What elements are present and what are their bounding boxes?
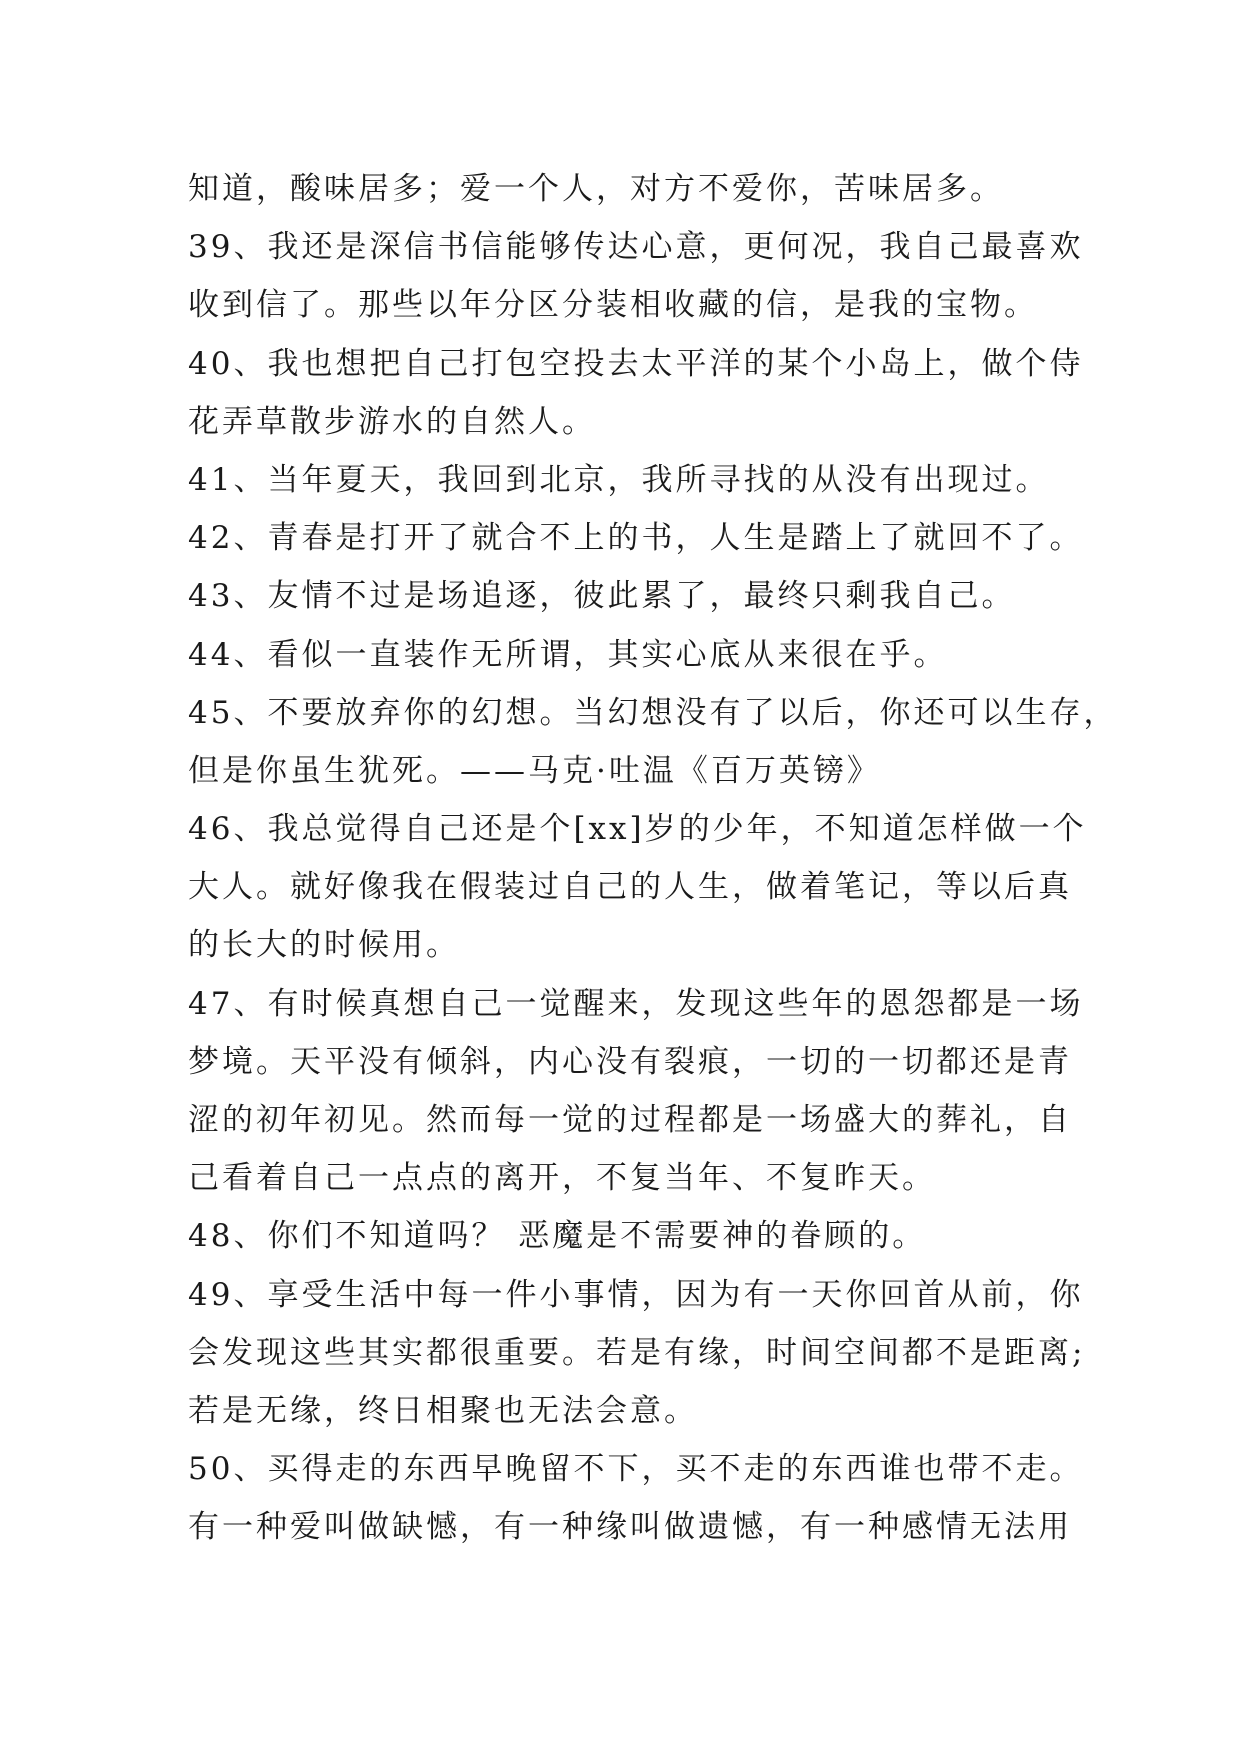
text-line: 46、我总觉得自己还是个[xx]岁的少年，不知道怎样做一个 <box>188 811 1087 848</box>
text-line: 大人。就好像我在假装过自己的人生，做着笔记，等以后真 <box>188 869 1072 906</box>
text-line: 42、青春是打开了就合不上的书，人生是踏上了就回不了。 <box>188 520 1084 557</box>
text-line: 梦境。天平没有倾斜，内心没有裂痕，一切的一切都还是青 <box>188 1043 1072 1080</box>
text-line: 花弄草散步游水的自然人。 <box>188 403 596 440</box>
text-line: 44、看似一直装作无所谓，其实心底从来很在乎。 <box>188 636 948 673</box>
text-line: 涩的初年初见。然而每一觉的过程都是一场盛大的葬礼，自 <box>188 1102 1072 1138</box>
text-line: 47、有时候真想自己一觉醒来，发现这些年的恩怨都是一场 <box>188 985 1084 1022</box>
text-line: 50、买得走的东西早晚留不下，买不走的东西谁也带不走。 <box>188 1451 1084 1488</box>
text-line: 收到信了。那些以年分区分装相收藏的信，是我的宝物。 <box>188 287 1038 324</box>
text-line: 但是你虽生犹死。——马克·吐温《百万英镑》 <box>188 752 881 789</box>
text-line: 43、友情不过是场追逐，彼此累了，最终只剩我自己。 <box>188 578 1016 615</box>
text-line: 知道，酸味居多；爱一个人，对方不爱你，苦味居多。 <box>188 171 1004 207</box>
text-line: 若是无缘，终日相聚也无法会意。 <box>188 1392 698 1429</box>
text-line: 45、不要放弃你的幻想。当幻想没有了以后，你还可以生存， <box>188 694 1118 731</box>
text-line: 的长大的时候用。 <box>188 927 460 964</box>
text-line: 己看着自己一点点的离开，不复当年、不复昨天。 <box>188 1160 936 1197</box>
text-line: 41、当年夏天，我回到北京，我所寻找的从没有出现过。 <box>188 461 1050 498</box>
text-line: 48、你们不知道吗？ 恶魔是不需要神的眷顾的。 <box>188 1218 927 1255</box>
text-line: 40、我也想把自己打包空投去太平洋的某个小岛上，做个侍 <box>188 345 1084 382</box>
text-line: 39、我还是深信书信能够传达心意，更何况，我自己最喜欢 <box>188 229 1084 266</box>
text-line: 有一种爱叫做缺憾，有一种缘叫做遗憾，有一种感情无法用 <box>188 1509 1072 1546</box>
text-line: 会发现这些其实都很重要。若是有缘，时间空间都不是距离; <box>188 1334 1086 1371</box>
body-text <box>188 160 1118 1557</box>
text-line: 49、享受生活中每一件小事情，因为有一天你回首从前，你 <box>188 1276 1084 1313</box>
